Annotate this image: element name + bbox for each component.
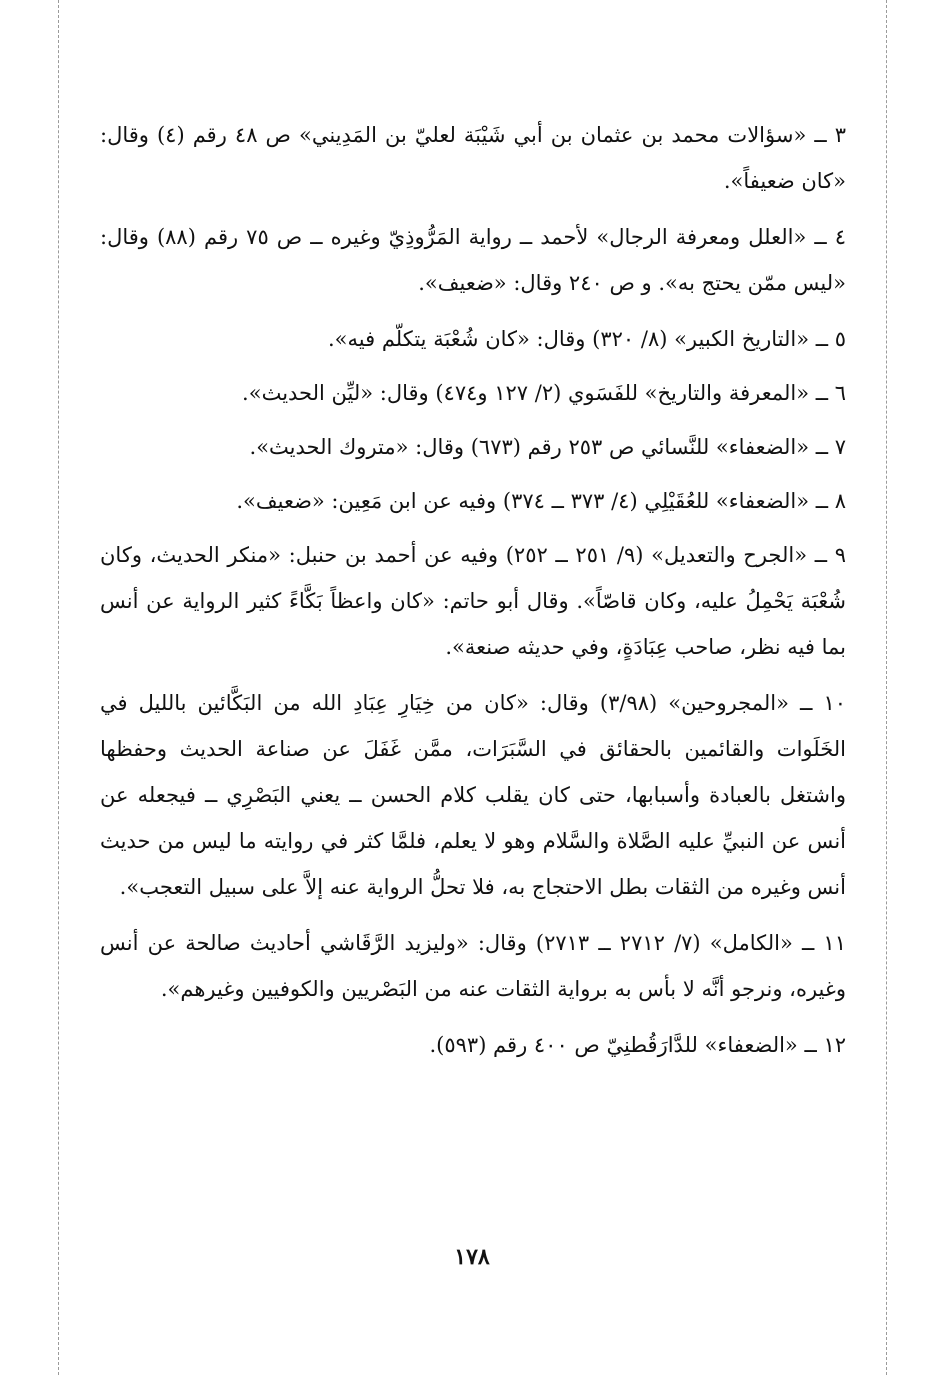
footnote-list	[100, 112, 846, 1078]
list-item: ٨ ــ «الضعفاء» للعُقَيْلِي (٤/ ٣٧٣ ــ ٣٧٤) وفيه عن ابن مَعِين: «ضعيف».	[236, 489, 846, 513]
list-item: ٤ ــ «العلل ومعرفة الرجال» لأحمد ــ رواية المَرُّوذِيّ وغيره ــ ص ٧٥ رقم (٨٨) وقال: «ليس ممّن يحتج به». و ص ٢٤٠ وقال: «ضعيف».	[100, 225, 846, 295]
list-item: ١٠ ــ «المجروحين» (٣/٩٨) وقال: «كان من خِيَارِ عِبَادِ الله من البَكَّائين بالليل في الخَلَوات والقائمين بالحقائق في السَّبَرَات، ممَّن غَفَلَ عن صناعة الحديث وحفظها واشتغل بالعبادة وأسبابها، حتى كان يقلب كلام الحسن ــ يعني البَصْرِي ــ فيجعله عن أنس عن النبيِّ عليه الصَّلاة والسَّلام وهو لا يعلم، فلمَّا كثر في روايته ما ليس من حديث أنس وغيره من الثقات بطل الاحتجاج به، فلا تحلُّ الرواية عنه إلاَّ على سبيل التعجب».	[100, 691, 846, 899]
list-item: ٩ ــ «الجرح والتعديل» (٩/ ٢٥١ ــ ٢٥٢) وفيه عن أحمد بن حنبل: «منكر الحديث، وكان شُعْبَة يَحْمِلُ عليه، وكان قاصّاً». وقال أبو حاتم: «كان واعظاً بَكَّاءً كثير الرواية عن أنس بما فيه نظر، صاحب عِبَادَةٍ، وفي حديثه صنعة».	[100, 543, 846, 659]
page-number: ١٧٨	[454, 1244, 490, 1270]
list-item: ٧ ــ «الضعفاء» للنَّسائي ص ٢٥٣ رقم (٦٧٣) وقال: «متروك الحديث».	[249, 435, 846, 459]
right-margin-guide	[886, 0, 887, 1375]
left-margin-guide	[58, 0, 59, 1375]
list-item: ١١ ــ «الكامل» (٧/ ٢٧١٢ ــ ٢٧١٣) وقال: «وليزيد الرَّقَاشي أحاديث صالحة عن أنس وغيره، ونرجو أنَّه لا بأس به برواية الثقات عنه من البَصْريين والكوفيين وغيرهم».	[100, 931, 846, 1001]
list-item: ٣ ــ «سؤالات محمد بن عثمان بن أبي شَيْبَة لعليّ بن المَدِيني» ص ٤٨ رقم (٤) وقال: «كان ضعيفاً».	[100, 123, 847, 193]
list-item: ٥ ــ «التاريخ الكبير» (٨/ ٣٢٠) وقال: «كان شُعْبَة يتكلّم فيه».	[327, 327, 846, 351]
list-item: ١٢ ــ «الضعفاء» للدَّارَقُطنِيّ ص ٤٠٠ رقم (٥٩٣).	[429, 1033, 846, 1057]
list-item: ٦ ــ «المعرفة والتاريخ» للفَسَوي (٢/ ١٢٧ و٤٧٤) وقال: «ليِّن الحديث».	[242, 381, 846, 405]
